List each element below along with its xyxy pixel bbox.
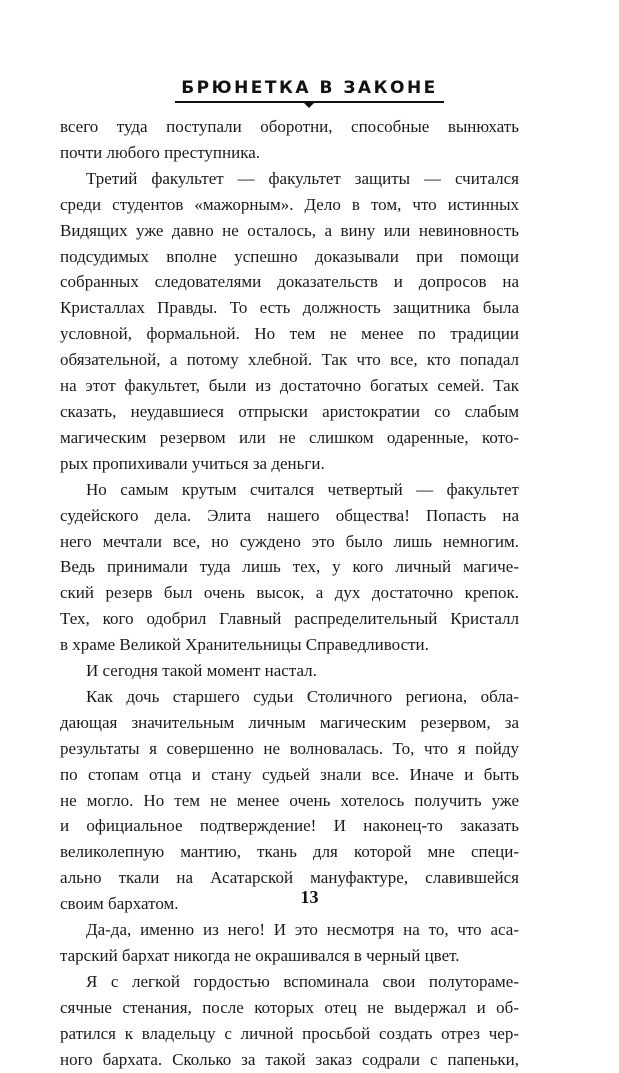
text-line: ально ткали на Асатарской мануфактуре, славившейся	[60, 868, 519, 888]
text-line: великолепную мантию, ткань для которой мне специ-	[60, 842, 519, 862]
text-line: Тех, кого одобрил Главный распределительный Кристалл	[60, 609, 519, 629]
paragraph	[60, 166, 519, 477]
running-head-frame	[175, 78, 444, 101]
text-line: Кристаллах Правды. То есть должность защитника была	[60, 298, 519, 318]
text-line: на этот факультет, были из достаточно богатых семей. Так	[60, 376, 519, 396]
text-line: Видящих уже давно не осталось, а вину или невиновность	[60, 220, 519, 240]
text-line: Я с легкой гордостью вспоминала свои полуторамe-	[86, 971, 519, 991]
text-line: сячные стенания, после которых отец не выдержал и об-	[60, 997, 519, 1017]
text-line: ский резерв был очень высок, а дух достаточно крепок.	[60, 583, 519, 603]
text-line: результаты я совершенно не волновалась. То, что я пойду	[60, 738, 519, 758]
text-line: рых пропихивали учиться за деньги.	[60, 453, 325, 473]
paragraph	[60, 969, 519, 1073]
text-line: не могло. Но тем не менее очень хотелось получить уже	[60, 790, 519, 810]
text-line: среди студентов «мажорным». Дело в том, что истинных	[60, 194, 519, 214]
running-head-title: БРЮНЕТКА В ЗАКОНЕ	[181, 78, 438, 98]
text-line: И сегодня такой момент настал.	[86, 661, 317, 681]
text-line: Ведь принимали туда лишь тех, у кого личный магиче-	[60, 557, 519, 577]
text-line: ного бархата. Сколько за такой заказ содрали с папеньки,	[60, 1049, 519, 1069]
paragraph	[60, 477, 519, 658]
text-line: Третий факультет — факультет защиты — считался	[86, 168, 519, 188]
text-line: дающая значительным личным магическим резервом, за	[60, 712, 519, 732]
paragraph	[60, 114, 519, 166]
text-line: и официальное подтверждение! И наконец-то заказать	[60, 816, 519, 836]
running-head-ornament	[303, 102, 315, 108]
text-line: своим бархатом.	[60, 894, 179, 914]
paragraph	[60, 684, 519, 917]
text-line: Но самым крутым считался четвертый — факультет	[86, 479, 519, 499]
text-line: собранных следователями доказательств и допросов на	[60, 272, 519, 292]
text-line: магическим резервом или не слишком одаренные, кото-	[60, 427, 519, 447]
text-line: подсудимых вполне успешно доказывали при помощи	[60, 246, 519, 266]
text-line: всего туда поступали оборотни, способные вынюхать	[60, 117, 519, 136]
text-line: Как дочь старшего судьи Столичного региона, обла-	[86, 686, 519, 706]
paragraph	[60, 658, 519, 684]
text-line: по стопам отца и стану судьей знали все. Иначе и быть	[60, 764, 519, 784]
text-line: условной, формальной. Но тем не менее по традиции	[60, 324, 519, 344]
text-line: Да-да, именно из него! И это несмотря на то, что аса-	[86, 920, 519, 940]
text-line: судейского дела. Элита нашего общества! Попасть на	[60, 505, 519, 525]
text-line: обязательной, а потому хлебной. Так что все, кто попадал	[60, 350, 519, 370]
text-line: почти любого преступника.	[60, 142, 261, 162]
text-line: в храме Великой Хранительницы Справедливости.	[60, 635, 429, 655]
text-line: него мечтали все, но суждено это было лишь немногим.	[60, 531, 519, 551]
running-head	[0, 78, 619, 101]
paragraph	[60, 917, 519, 969]
page-number: 13	[300, 887, 319, 907]
body-text	[60, 114, 519, 1073]
text-line: тарский бархат никогда не окрашивался в черный цвет.	[60, 946, 460, 965]
text-line: сказать, неудавшиеся отпрыски аристократии со слабым	[60, 401, 519, 421]
text-line: ратился к владельцу с личной просьбой создать отрез чер-	[60, 1023, 519, 1043]
